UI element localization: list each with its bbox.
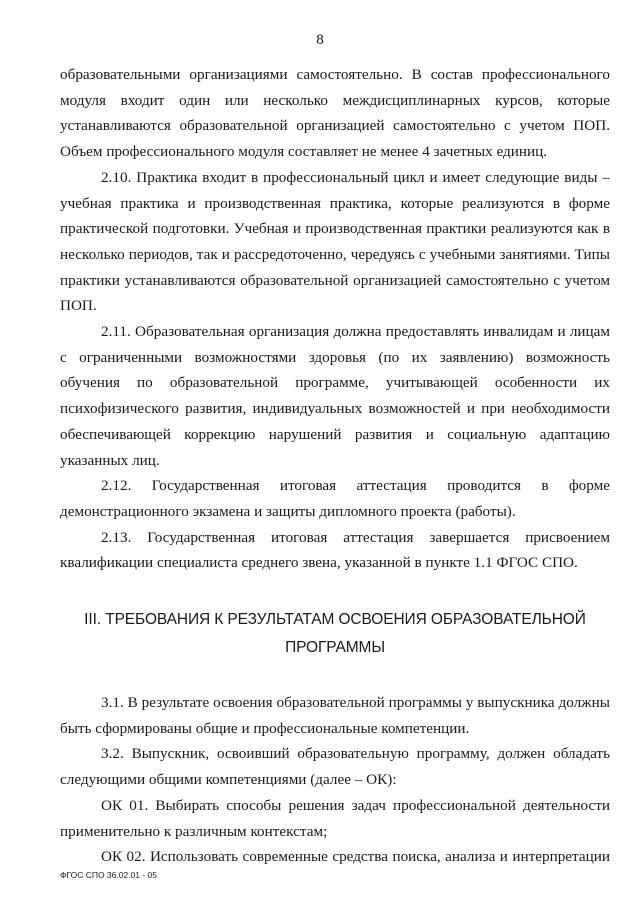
section-title-line-1: III. ТРЕБОВАНИЯ К РЕЗУЛЬТАТАМ ОСВОЕНИЯ ОБРАЗОВАТЕЛЬНОЙ: [84, 611, 586, 629]
paragraph-2-10: 2.10. Практика входит в профессиональный цикл и имеет следующие виды – учебная практика и производственная практика, которые реализуются в форме практической подготовки. Учебная и производственная практики реализуются как в несколько периодов, так и рассредоточенно, чередуясь с учебными занятиями. Типы практики устанавливаются образовательной организацией самостоятельно с учетом ПОП.: [60, 168, 610, 315]
paragraph-2-11: 2.11. Образовательная организация должна предоставлять инвалидам и лицам с ограниченными возможностями здоровья (по их заявлению) возможность обучения по образовательной программе, учитывающей особенности их психофизического развития, индивидуальных возможностей и при необходимости обеспечивающей коррекцию нарушений развития и социальную адаптацию указанных лиц.: [60, 323, 610, 469]
document-body: [60, 62, 610, 870]
section-title: [60, 606, 610, 662]
paragraph-3-1: 3.1. В результате освоения образовательной программы у выпускника должны быть сформированы общие и профессиональные компетенции.: [60, 694, 610, 737]
page-number: 8: [316, 32, 324, 48]
paragraph-2-12: 2.12. Государственная итоговая аттестация проводится в форме демонстрационного экзамена и защиты дипломного проекта (работы).: [60, 477, 610, 520]
paragraph-ok-02: ОК 02. Использовать современные средства поиска, анализа и интерпретации: [101, 848, 610, 866]
document-footer: ФГОС СПО 36.02.01 - 05: [60, 870, 158, 880]
paragraph-3-2: 3.2. Выпускник, освоивший образовательную программу, должен обладать следующими общими компетенциями (далее – ОК):: [60, 745, 610, 789]
paragraph-continuation: образовательными организациями самостоятельно. В состав профессионального модуля входит один или несколько междисциплинарных курсов, которые устанавливаются образовательной организацией самостоятельно с учетом ПОП. Объем профессионального модуля составляет не менее 4 зачетных единиц.: [60, 66, 610, 161]
paragraph-ok-01: ОК 01. Выбирать способы решения задач профессиональной деятельности применительно к различным контекстам;: [60, 796, 610, 840]
paragraph-2-13: 2.13. Государственная итоговая аттестация завершается присвоением квалификации специалиста среднего звена, указанной в пункте 1.1 ФГОС СПО.: [60, 528, 610, 572]
section-title-line-2: ПРОГРАММЫ: [285, 639, 385, 657]
